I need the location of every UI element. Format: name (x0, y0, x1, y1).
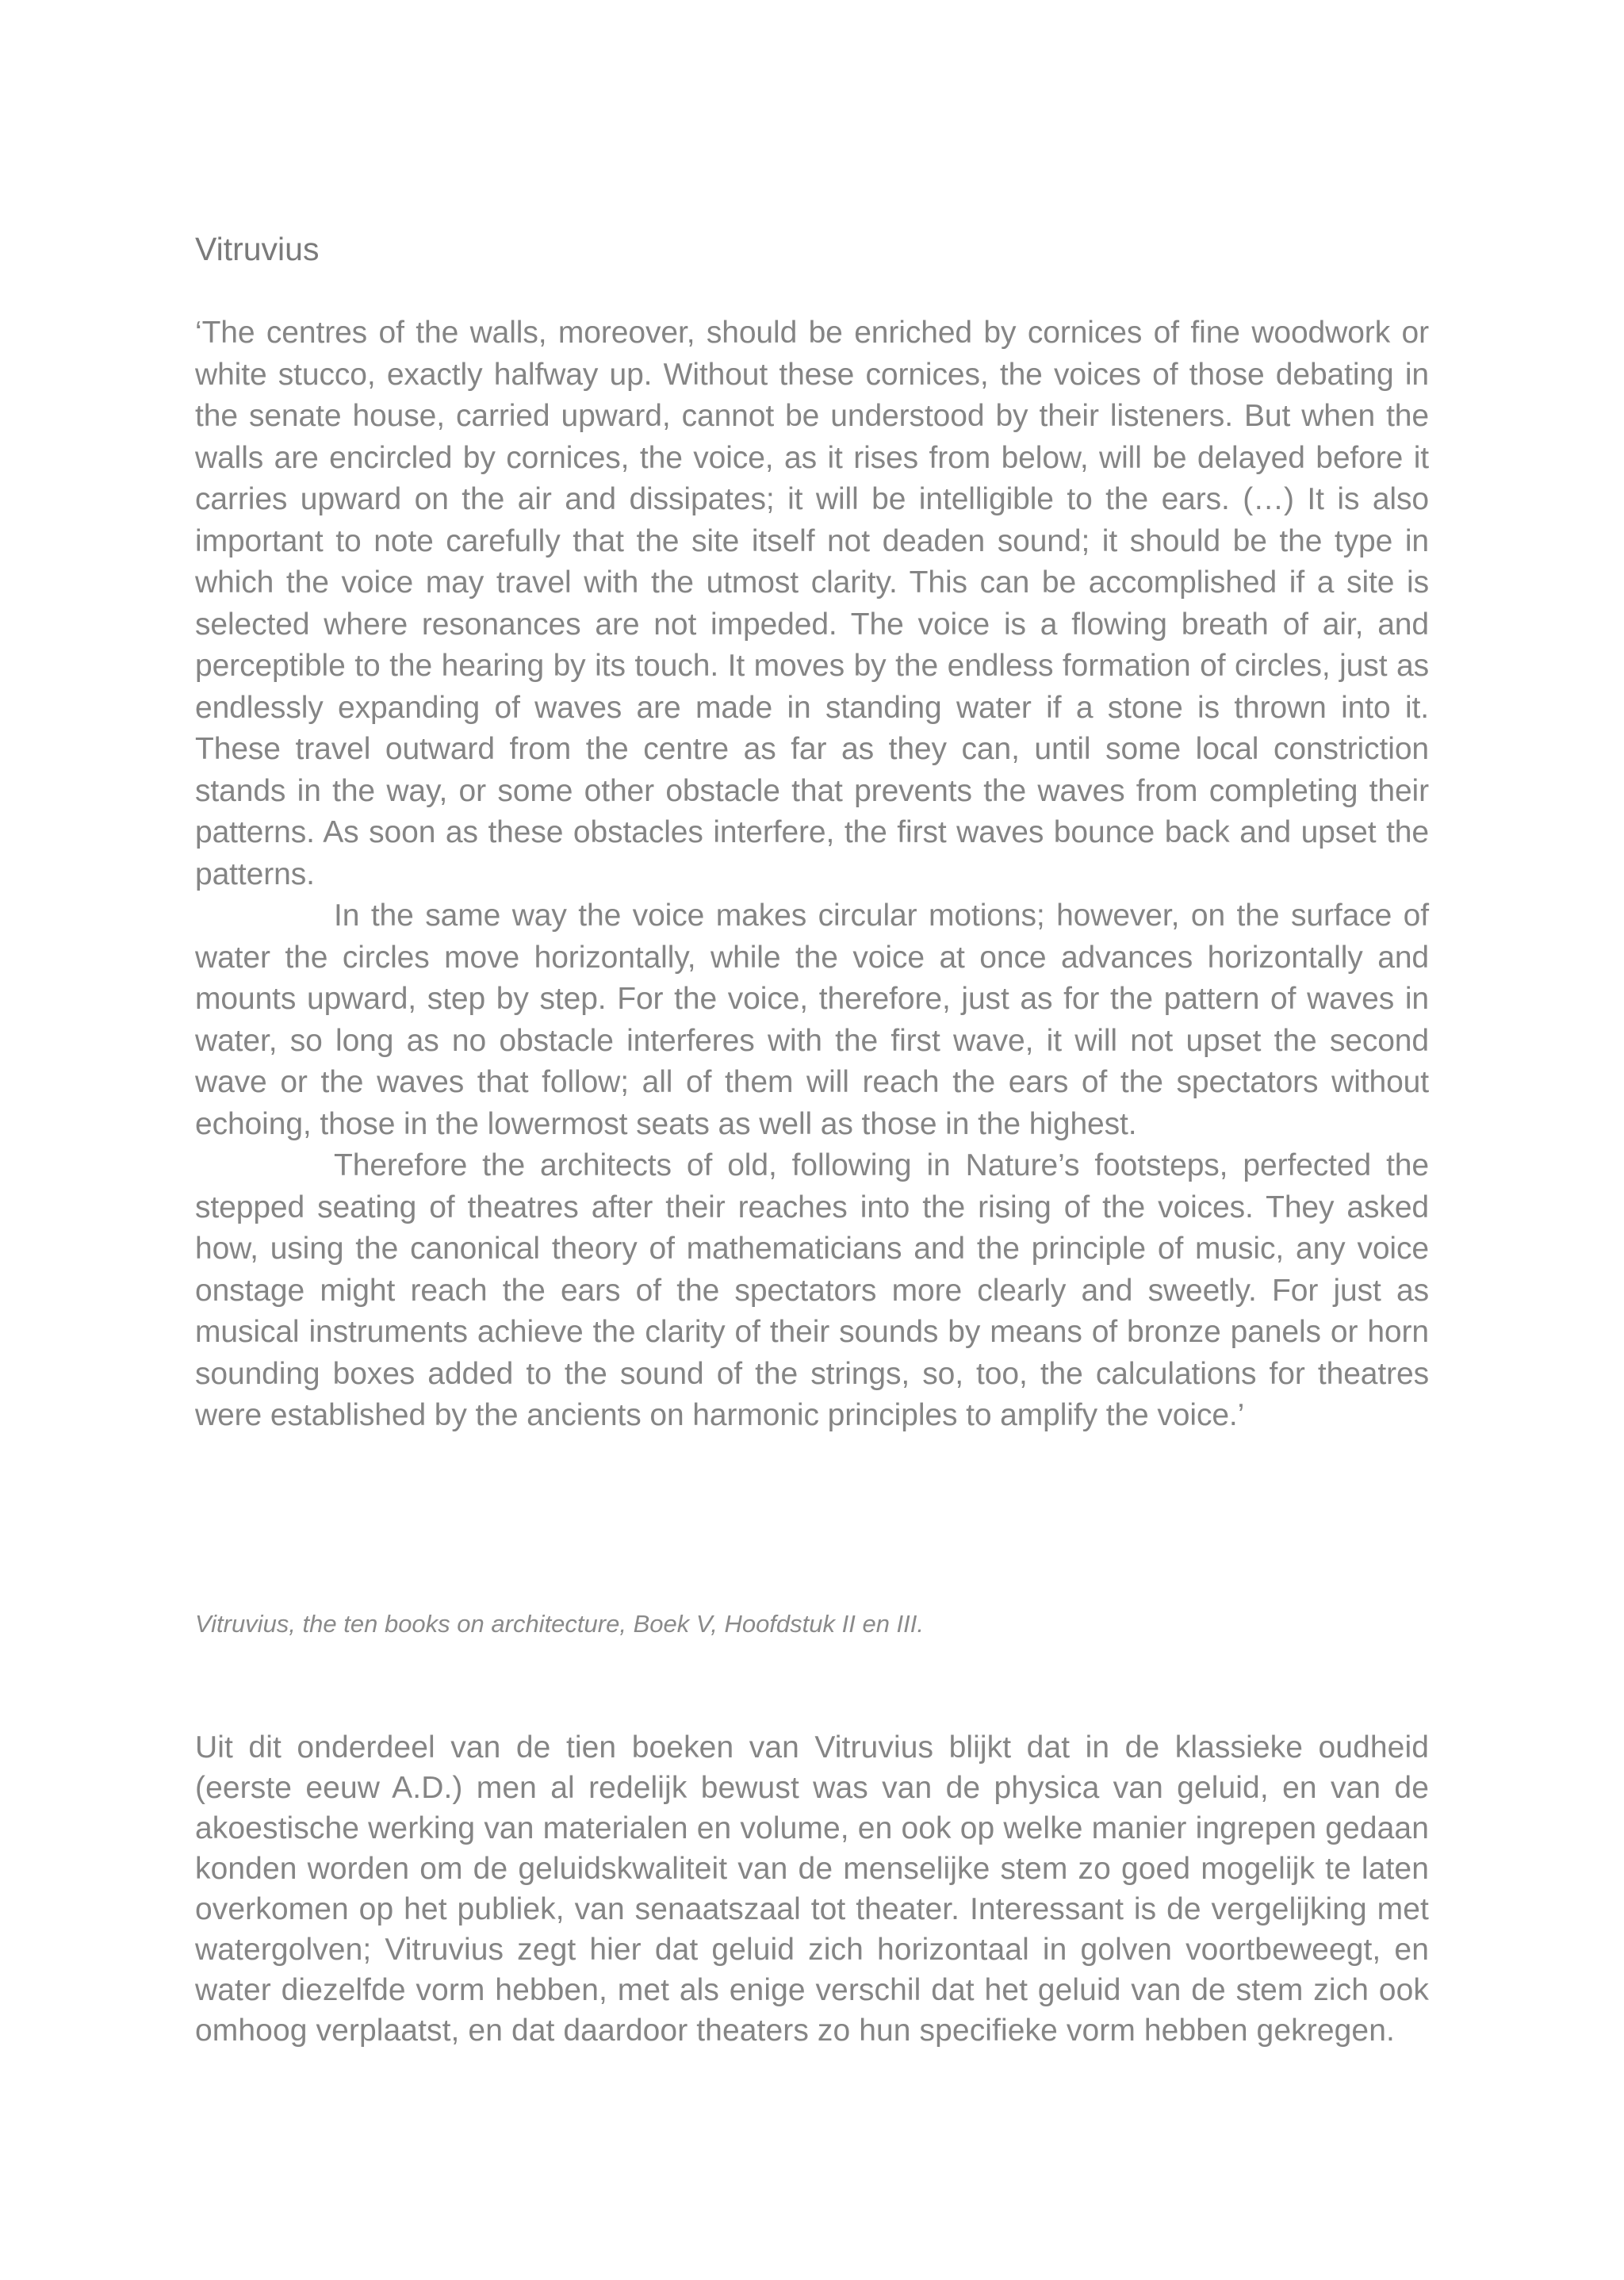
section-heading: Vitruvius (195, 231, 320, 267)
quote-paragraph-3: Therefore the architects of old, following in Nature’s footsteps, perfected the stepped seating of theatres after their reaches into the rising of the voices. They asked how, using the canonical theory of mathematicians and the principle of music, any voice onstage might reach the ears of the spectators more clearly and sweetly. For just as musical instruments achieve the clarity of their sounds by means of bronze panels or horn sounding boxes added to the sound of the strings, so, too, the calculations for theatres were established by the ancients on harmonic principles to amplify the voice.’ (195, 1148, 1429, 1432)
quote-paragraph-1: ‘The centres of the walls, moreover, should be enriched by cornices of fine woodwork or white stucco, exactly halfway up. Without these cornices, the voices of those debating in the senate house, carried upward, cannot be understood by their listeners. But when the walls are encircled by cornices, the voice, as it rises from below, will be delayed before it carries upward on the air and dissipates; it will be intelligible to the ears. (…) It is also important to note carefully that the site itself not deaden sound; it should be the type in which the voice may travel with the utmost clarity. This can be accomplished if a site is selected where resonances are not impeded. The voice is a flowing breath of air, and perceptible to the hearing by its touch. It moves by the endless formation of circles, just as endlessly expanding of waves are made in standing water if a stone is thrown into it. These travel outward from the centre as far as they can, until some local constriction stands in the way, or some other obstacle that prevents the waves from completing their patterns. As soon as these obstacles interfere, the first waves bounce back and upset the patterns. (195, 316, 1429, 891)
commentary-paragraph: Uit dit onderdeel van de tien boeken van Vitruvius blijkt dat in de klassieke oudheid (eerste eeuw A.D.) men al redelijk bewust was van de physica van geluid, en van de akoestische werking van materialen en volume, en ook op welke manier ingrepen gedaan konden worden om de geluidskwaliteit van de menselijke stem zo goed mogelijk te laten overkomen op het publiek, van senaatszaal tot theater. Interessant is de vergelijking met watergolven; Vitruvius zegt hier dat geluid zich horizontaal in golven voortbeweegt, en water diezelfde vorm hebben, met als enige verschil dat het geluid van de stem zich ook omhoog verplaatst, en dat daardoor theaters zo hun specifieke vorm hebben gekregen. (195, 1730, 1429, 2048)
quote-citation: Vitruvius, the ten books on architecture, Boek V, Hoofdstuk II en III. (195, 1610, 925, 1638)
quote-paragraph-2: In the same way the voice makes circular motions; however, on the surface of water the circles move horizontally, while the voice at once advances horizontally and mounts upward, step by step. For the voice, therefore, just as for the pattern of waves in water, so long as no obstacle interferes with the first wave, it will not upset the second wave or the waves that follow; all of them will reach the ears of the spectators without echoing, those in the lowermost seats as well as those in the highest. (195, 899, 1429, 1141)
commentary-section (195, 1727, 1429, 2051)
vitruvius-quote (195, 312, 1429, 1437)
